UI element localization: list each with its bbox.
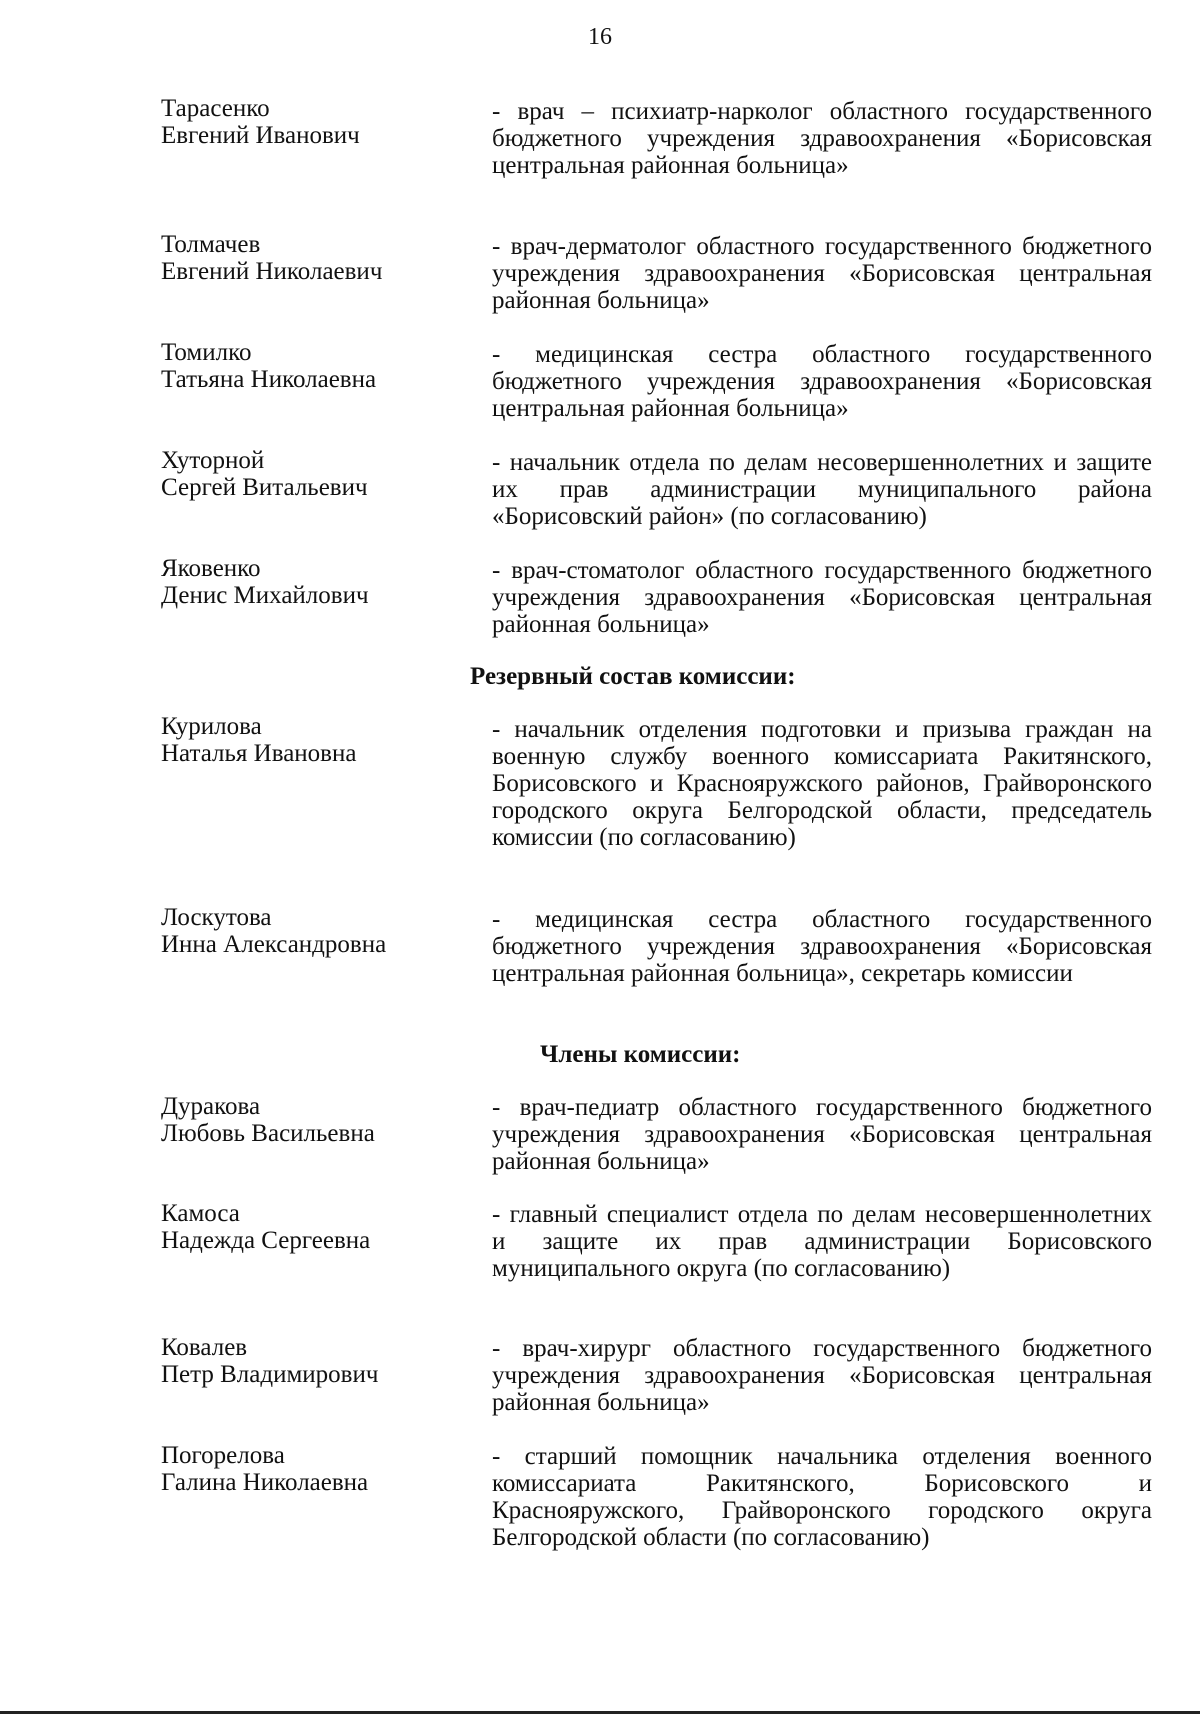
person-name — [161, 1200, 461, 1254]
person-surname: Погорелова — [161, 1442, 285, 1469]
person-role: - медицинская сестра областного государственного бюджетного учреждения здравоохранения «Борисовская центральная районная больница», секретарь комиссии — [492, 906, 1152, 987]
person-surname: Лоскутова — [161, 904, 272, 931]
person-name — [161, 1093, 461, 1147]
person-given-names: Петр Владимирович — [161, 1361, 379, 1388]
person-surname: Ковалев — [161, 1334, 248, 1361]
person-given-names: Денис Михайлович — [161, 582, 369, 609]
person-name — [161, 1334, 461, 1388]
person-role: - врач-педиатр областного государственного бюджетного учреждения здравоохранения «Борисовская центральная районная больница» — [492, 1094, 1152, 1175]
person-given-names: Наталья Ивановна — [161, 740, 357, 767]
person-given-names: Евгений Николаевич — [161, 258, 383, 285]
person-role: - начальник отдела по делам несовершеннолетних и защите их прав администрации муниципального района «Борисовский район» (по согласованию) — [492, 449, 1152, 530]
person-surname: Дуракова — [161, 1093, 261, 1120]
person-role: - врач-стоматолог областного государственного бюджетного учреждения здравоохранения «Борисовская центральная районная больница» — [492, 557, 1152, 638]
person-name — [161, 95, 461, 149]
person-surname: Курилова — [161, 713, 262, 740]
person-given-names: Татьяна Николаевна — [161, 366, 377, 393]
person-given-names: Галина Николаевна — [161, 1469, 369, 1496]
person-role: - врач-дерматолог областного государственного бюджетного учреждения здравоохранения «Борисовская центральная районная больница» — [492, 233, 1152, 314]
person-given-names: Инна Александровна — [161, 931, 387, 958]
section-heading-members: Члены комиссии: — [540, 1041, 741, 1068]
person-role: - начальник отделения подготовки и призыва граждан на военную службу военного комиссариата Ракитянского, Борисовского и Краснояружского районов, Грайворонского городского округа Белгородской области, председатель комиссии (по согласованию) — [492, 716, 1152, 851]
person-surname: Камоса — [161, 1200, 240, 1227]
person-surname: Тарасенко — [161, 95, 270, 122]
person-name — [161, 231, 461, 285]
person-role: - главный специалист отдела по делам несовершеннолетних и защите их прав администрации Борисовского муниципального округа (по согласованию) — [492, 1201, 1152, 1282]
person-given-names: Сергей Витальевич — [161, 474, 368, 501]
person-role: - медицинская сестра областного государственного бюджетного учреждения здравоохранения «Борисовская центральная районная больница» — [492, 341, 1152, 422]
person-surname: Толмачев — [161, 231, 261, 258]
person-surname: Томилко — [161, 339, 252, 366]
person-name — [161, 447, 461, 501]
person-name — [161, 555, 461, 609]
section-heading-reserve: Резервный состав комиссии: — [470, 663, 796, 690]
person-given-names: Евгений Иванович — [161, 122, 360, 149]
person-role: - старший помощник начальника отделения военного комиссариата Ракитянского, Борисовского и Краснояружского, Грайворонского городского округа Белгородской области (по согласованию) — [492, 1443, 1152, 1551]
person-name — [161, 904, 461, 958]
person-name — [161, 1442, 461, 1496]
person-given-names: Любовь Васильевна — [161, 1120, 375, 1147]
page-number: 16 — [588, 24, 612, 50]
person-given-names: Надежда Сергеевна — [161, 1227, 371, 1254]
person-name — [161, 713, 461, 767]
person-surname: Хуторной — [161, 447, 265, 474]
person-name — [161, 339, 461, 393]
person-role: - врач – психиатр-нарколог областного государственного бюджетного учреждения здравоохранения «Борисовская центральная районная больница» — [492, 98, 1152, 179]
person-surname: Яковенко — [161, 555, 261, 582]
person-role: - врач-хирург областного государственного бюджетного учреждения здравоохранения «Борисовская центральная районная больница» — [492, 1335, 1152, 1416]
